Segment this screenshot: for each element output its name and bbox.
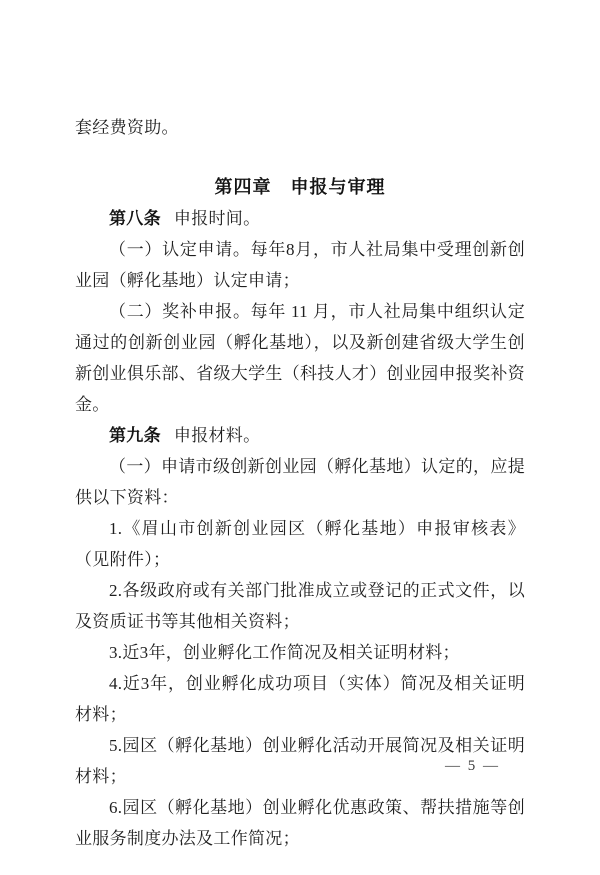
article-8-label: 第八条 [109,209,161,228]
article-9-item-2: 2.各级政府或有关部门批准成立或登记的正式文件，以及资质证书等其他相关资料； [75,581,525,631]
page-number: — 5 — [445,758,500,774]
article-8-clause-1: （一）认定申请。每年8月，市人社局集中受理创新创业园（孵化基地）认定申请； [75,240,525,290]
continuation-paragraph: 套经费资助。 [75,118,179,137]
document-page [75,112,525,854]
article-9-item-3: 3.近3年，创业孵化工作简况及相关证明材料； [109,643,460,662]
article-9-item-6: 6.园区（孵化基地）创业孵化优惠政策、帮扶措施等创业服务制度办法及工作简况； [75,798,525,848]
article-8-heading [75,203,525,234]
article-9-label: 第九条 [109,426,161,445]
article-9-item-1: 1.《眉山市创新创业园区（孵化基地）申报审核表》（见附件）； [75,519,525,569]
article-9-item-5: 5.园区（孵化基地）创业孵化活动开展简况及相关证明材料； [75,736,525,786]
article-8-title: 申报时间。 [173,209,261,228]
article-8-clause-2: （二）奖补申报。每年 11 月，市人社局集中组织认定通过的创新创业园（孵化基地），以及新创建省级大学生创新创业俱乐部、省级大学生（科技人才）创业园申报奖补资金。 [75,302,525,414]
article-9-item-4: 4.近3年，创业孵化成功项目（实体）简况及相关证明材料； [75,674,525,724]
article-9-clause-1: （一）申请市级创新创业园（孵化基地）认定的，应提供以下资料： [75,457,525,507]
article-9-title: 申报材料。 [173,426,261,445]
article-9-heading [75,420,525,451]
chapter-heading: 第四章 申报与审理 [214,177,386,197]
